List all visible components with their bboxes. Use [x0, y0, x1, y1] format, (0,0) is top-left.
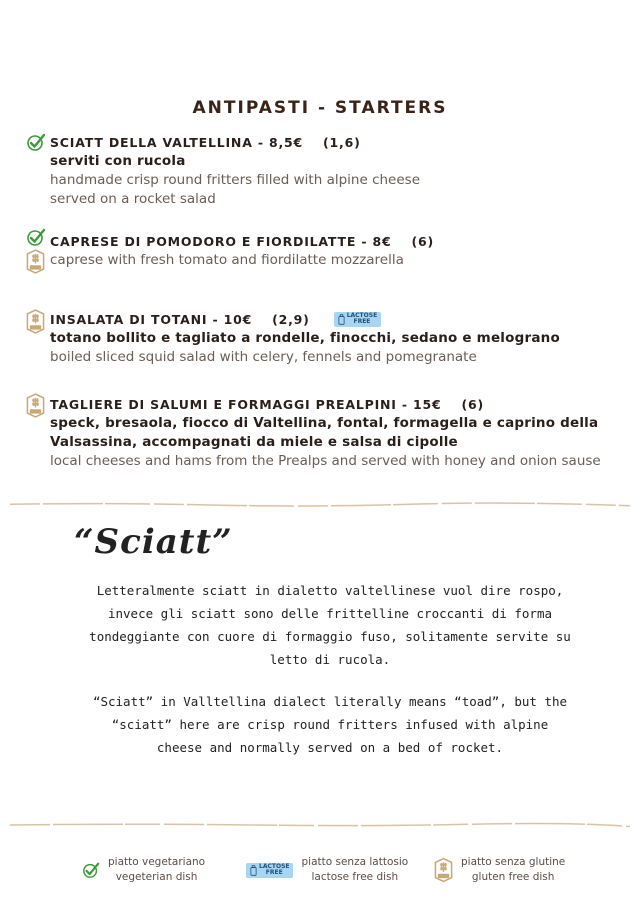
dish-allergens: (1,6): [323, 134, 361, 150]
legend-label: piatto vegetariano: [108, 856, 206, 868]
note-line: invece gli sciatt sono delle frittelline croccanti di forma: [107, 606, 552, 621]
dish-name: TAGLIERE DI SALUMI E FORMAGGI PREALPINI - 15€: [50, 396, 442, 412]
dish-description-it: speck, bresaola, fiocco di Valtellina, fontal, formagella e caprino della: [50, 415, 599, 431]
dish-description-en: served on a rocket salad: [50, 191, 216, 207]
dish-description-it: totano bollito e tagliato a rondelle, finocchi, sedano e melograno: [50, 330, 560, 346]
milk-bottle-icon: [250, 865, 257, 876]
legend-lactose-free: [246, 855, 408, 885]
legend-label: lactose free dish: [311, 871, 399, 883]
dish-allergens: (2,9): [272, 311, 310, 327]
milk-bottle-icon: [338, 314, 345, 325]
dish-name: CAPRESE DI POMODORO E FIORDILATTE - 8€: [50, 233, 392, 249]
dish-allergens: (6): [461, 396, 485, 412]
lactose-free-badge: [334, 312, 381, 327]
note-italian: [60, 579, 600, 671]
badge-line: LACTOSE: [346, 312, 378, 319]
dish-description-en: caprese with fresh tomato and fiordilatte mozzarella: [50, 252, 404, 268]
dish-sciatt: [50, 132, 625, 209]
dish-description-it: serviti con rucola: [50, 153, 186, 169]
vegetarian-check-icon: [82, 861, 100, 879]
divider: [10, 502, 630, 508]
badge-line: FREE: [353, 318, 371, 325]
legend-label: gluten free dish: [471, 871, 555, 883]
dish-description-en: boiled sliced squid salad with celery, fennels and pomegranate: [50, 349, 477, 365]
note-line: tondeggiante con cuore di formaggio fuso, solitamente servite su: [89, 629, 571, 644]
note-line: cheese and normally served on a bed of rocket.: [156, 740, 504, 755]
lactose-free-badge: [246, 863, 293, 878]
dish-description-en: handmade crisp round fritters filled with alpine cheese: [50, 172, 420, 188]
note-english: [60, 690, 600, 759]
dish-caprese: [50, 231, 625, 270]
legend-label: vegeterian dish: [115, 871, 198, 883]
divider: [10, 822, 630, 828]
legend-vegetarian: [82, 855, 205, 885]
gluten-free-icon: [26, 393, 45, 418]
dish-tagliere: [50, 394, 625, 471]
dish-insalata-totani: [50, 309, 625, 367]
note-title: “Sciatt”: [74, 522, 233, 562]
note-line: “sciatt” here are crisp round fritters infused with alpine: [111, 717, 549, 732]
badge-line: LACTOSE: [259, 863, 290, 870]
legend-label: piatto senza glutine: [461, 856, 566, 868]
dish-name: INSALATA DI TOTANI - 10€: [50, 311, 253, 327]
legend-label: piatto senza lattosio: [301, 856, 409, 868]
badge-line: FREE: [265, 869, 283, 876]
dish-description-it: Valsassina, accompagnati da miele e salsa di cipolle: [50, 434, 458, 450]
vegetarian-check-icon: [26, 227, 46, 247]
dish-allergens: (6): [411, 233, 435, 249]
vegetarian-check-icon: [26, 132, 46, 152]
legend-gluten-free: [434, 855, 565, 885]
dish-description-en: local cheeses and hams from the Prealps and served with honey and onion sause: [50, 453, 601, 469]
section-title: ANTIPASTI - STARTERS: [192, 98, 448, 118]
note-line: letto di rucola.: [269, 652, 391, 667]
gluten-free-icon: [434, 857, 453, 883]
gluten-free-icon: [26, 249, 45, 274]
dish-name: SCIATT DELLA VALTELLINA - 8,5€: [50, 134, 304, 150]
note-line: Letteralmente sciatt in dialetto valtellinese vuol dire rospo,: [96, 583, 564, 598]
note-line: “Sciatt” in Valltellina dialect literally means “toad”, but the: [92, 694, 568, 709]
gluten-free-icon: [26, 309, 45, 334]
